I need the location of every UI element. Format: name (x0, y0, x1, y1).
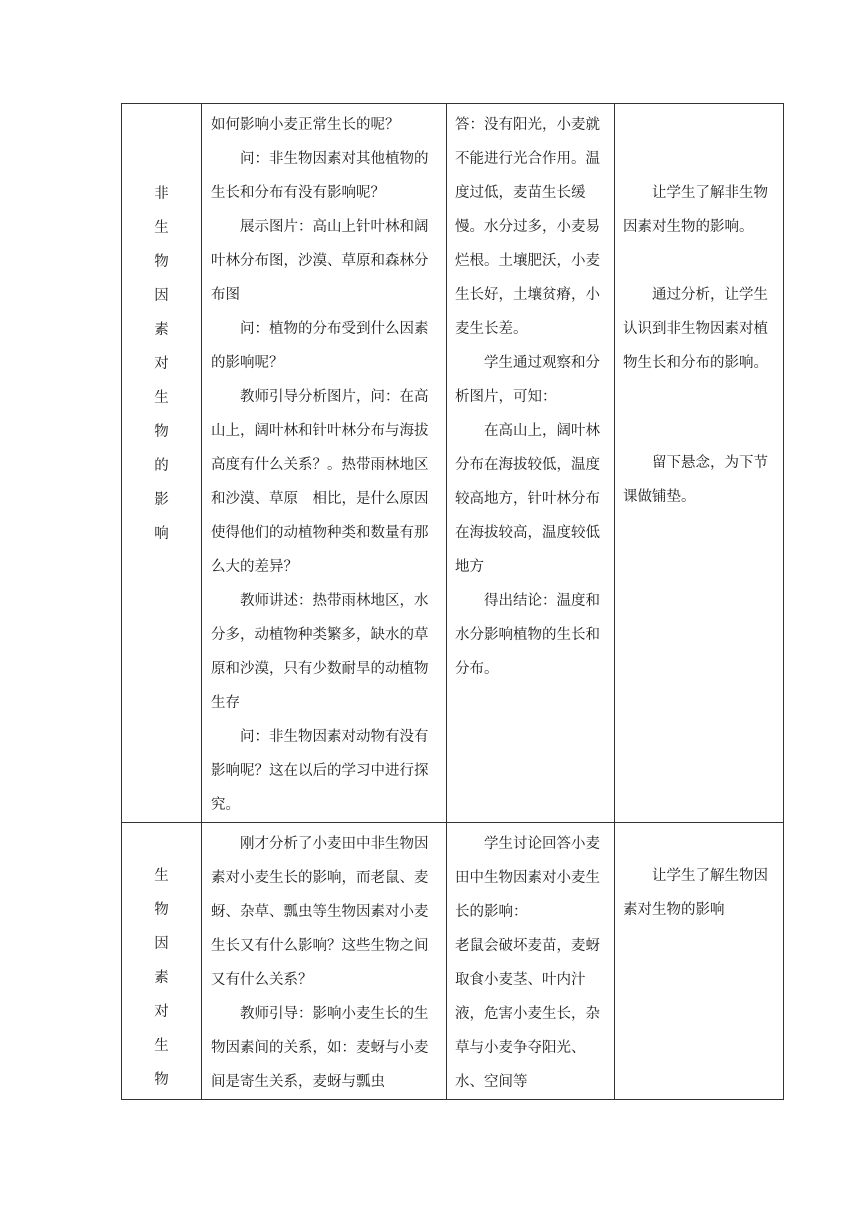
topic-char: 物 (154, 902, 169, 918)
topic-char: 对 (154, 1004, 169, 1020)
teacher-paragraph: 教师讲述：热带雨林地区，水分多，动植物种类繁多，缺水的草原和沙漠，只有少数耐旱的动植物生存 (211, 593, 429, 711)
lesson-plan-table (121, 103, 784, 1100)
teacher-paragraph: 如何影响小麦正常生长的呢？ (211, 117, 400, 133)
topic-char: 生 (154, 868, 169, 884)
intent-paragraph: 通过分析，让学生认识到非生物因素对植物生长和分布的影响。 (623, 287, 768, 371)
topic-vertical-label (122, 104, 201, 551)
topic-char: 生 (154, 390, 169, 406)
topic-char: 物 (154, 424, 169, 440)
intent-paragraph: 让学生了解生物因素对生物的影响 (623, 868, 768, 918)
student-paragraph: 在高山上，阔叶林分布在海拔较低，温度较高地方，针叶林分布在海拔较高，温度较低地方 (455, 423, 600, 575)
topic-char: 影 (154, 492, 169, 508)
student-activity-cell (447, 104, 615, 823)
student-paragraph: 答：没有阳光，小麦就不能进行光合作用。温度过低，麦苗生长缓慢。水分过多，小麦易烂根。土壤肥沃，小麦生长好，土壤贫瘠，小麦生长差。 (455, 117, 600, 337)
topic-char: 因 (154, 936, 169, 952)
topic-char: 响 (154, 526, 169, 542)
student-activity-cell (447, 823, 615, 1100)
topic-char: 对 (154, 356, 169, 372)
teacher-paragraph: 问：非生物因素对其他植物的生长和分布有没有影响呢？ (211, 151, 429, 201)
topic-char: 生 (154, 220, 169, 236)
design-intent-cell (615, 823, 784, 1100)
topic-char: 素 (154, 970, 169, 986)
intent-paragraph: 留下悬念，为下节课做铺垫。 (623, 455, 768, 505)
topic-char: 因 (154, 288, 169, 304)
teacher-paragraph: 问：非生物因素对动物有没有影响呢？这在以后的学习中进行探究。 (211, 729, 429, 813)
teacher-paragraph: 刚才分析了小麦田中非生物因素对小麦生长的影响，而老鼠、麦蚜、杂草、瓢虫等生物因素对小麦生长又有什么影响？这些生物之间又有什么关系？ (211, 836, 429, 988)
teacher-activity-cell (202, 104, 447, 823)
topic-vertical-label (122, 823, 201, 1097)
topic-char: 的 (154, 458, 169, 474)
intent-paragraph: 让学生了解非生物因素对生物的影响。 (623, 185, 768, 235)
topic-cell (122, 823, 202, 1100)
student-paragraph: 学生讨论回答小麦田中生物因素对小麦生长的影响： (455, 836, 600, 920)
topic-char: 非 (154, 186, 169, 202)
student-paragraph: 老鼠会破坏麦苗，麦蚜取食小麦茎、叶内汁液，危害小麦生长，杂草与小麦争夺阳光、水、空间等 (455, 938, 600, 1090)
design-intent-cell (615, 104, 784, 823)
teacher-paragraph: 教师引导：影响小麦生长的生物因素间的关系，如：麦蚜与小麦间是寄生关系，麦蚜与瓢虫 (211, 1006, 429, 1090)
teacher-paragraph: 教师引导分析图片，问：在高山上，阔叶林和针叶林分布与海拔高度有什么关系？。热带雨林地区和沙漠、草原 相比，是什么原因使得他们的动植物种类和数量有那么大的差异？ (211, 389, 429, 575)
student-paragraph: 学生通过观察和分析图片，可知： (455, 355, 600, 405)
teacher-activity-cell (202, 823, 447, 1100)
teacher-paragraph: 问：植物的分布受到什么因素的影响呢？ (211, 321, 429, 371)
topic-char: 物 (154, 1072, 169, 1088)
table-row (122, 823, 784, 1100)
topic-char: 物 (154, 254, 169, 270)
topic-char: 生 (154, 1038, 169, 1054)
student-paragraph: 得出结论：温度和水分影响植物的生长和分布。 (455, 593, 600, 677)
table-row (122, 104, 784, 823)
topic-cell (122, 104, 202, 823)
teacher-paragraph: 展示图片：高山上针叶林和阔叶林分布图，沙漠、草原和森林分布图 (211, 219, 429, 303)
topic-char: 素 (154, 322, 169, 338)
